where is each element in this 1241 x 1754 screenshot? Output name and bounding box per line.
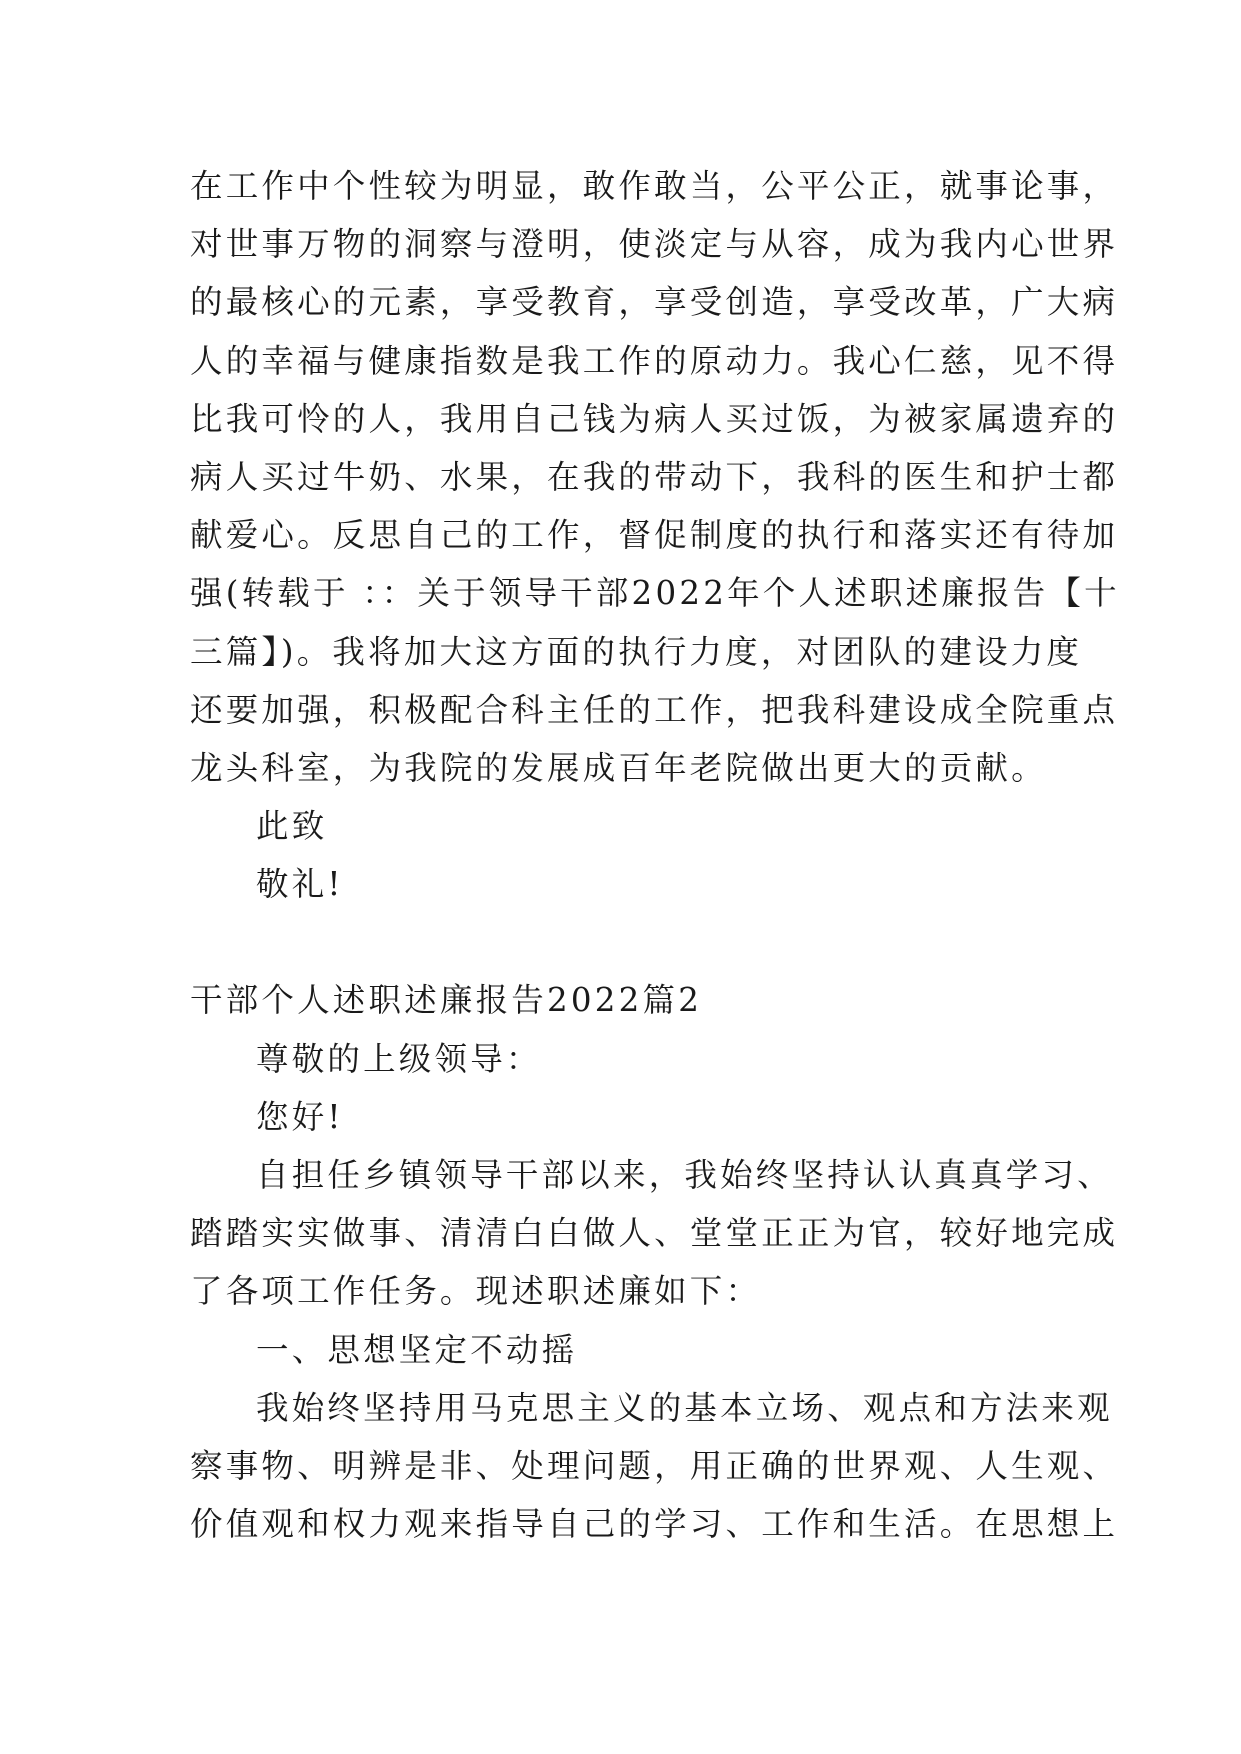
paragraph-line: 了各项工作任务。现述职述廉如下： — [190, 1272, 762, 1311]
salutation: 尊敬的上级领导： — [256, 1039, 542, 1078]
closing-line: 此致 — [256, 807, 328, 846]
paragraph-line: 价值观和权力观来指导自己的学习、工作和生活。在思想上 — [190, 1505, 1119, 1544]
closing-line: 敬礼! — [256, 865, 344, 904]
paragraph-line: 人的幸福与健康指数是我工作的原动力。我心仁慈，见不得 — [190, 341, 1119, 380]
greeting: 您好! — [256, 1097, 344, 1136]
section-heading: 干部个人述职述廉报告2022篇2 — [190, 981, 703, 1020]
document-page — [190, 157, 1120, 1553]
paragraph-line: 察事物、明辨是非、处理问题，用正确的世界观、人生观、 — [190, 1446, 1119, 1485]
paragraph-line: 还要加强，积极配合科主任的工作，把我科建设成全院重点 — [190, 690, 1119, 729]
paragraph-line: 比我可怜的人，我用自己钱为病人买过饭，为被家属遗弃的 — [190, 399, 1119, 438]
paragraph-line: 踏踏实实做事、清清白白做人、堂堂正正为官，较好地完成 — [190, 1214, 1119, 1253]
paragraph-line: 强(转载于 ：：关于领导干部2022年个人述职述廉报告【十 — [190, 574, 1120, 613]
paragraph-line: 龙头科室，为我院的发展成百年老院做出更大的贡献。 — [190, 748, 1047, 787]
report-section-1 — [190, 157, 1120, 913]
paragraph-line: 献爱心。反思自己的工作，督促制度的执行和落实还有待加 — [190, 516, 1119, 555]
report-section-2 — [190, 971, 1119, 1553]
subheading: 一、思想坚定不动摇 — [256, 1330, 578, 1369]
paragraph-line: 病人买过牛奶、水果，在我的带动下，我科的医生和护士都 — [190, 457, 1119, 496]
paragraph-line: 自担任乡镇领导干部以来，我始终坚持认认真真学习、 — [256, 1156, 1113, 1194]
paragraph-line: 三篇】)。我将加大这方面的执行力度，对团队的建设力度 — [190, 632, 1083, 671]
paragraph-line: 对世事万物的洞察与澄明，使淡定与从容，成为我内心世界 — [190, 225, 1119, 264]
paragraph-line: 的最核心的元素，享受教育，享受创造，享受改革，广大病 — [190, 283, 1119, 322]
paragraph-line: 我始终坚持用马克思主义的基本立场、观点和方法来观 — [256, 1388, 1113, 1427]
paragraph-line: 在工作中个性较为明显，敢作敢当，公平公正，就事论事， — [190, 167, 1119, 205]
section-gap — [190, 913, 1070, 971]
